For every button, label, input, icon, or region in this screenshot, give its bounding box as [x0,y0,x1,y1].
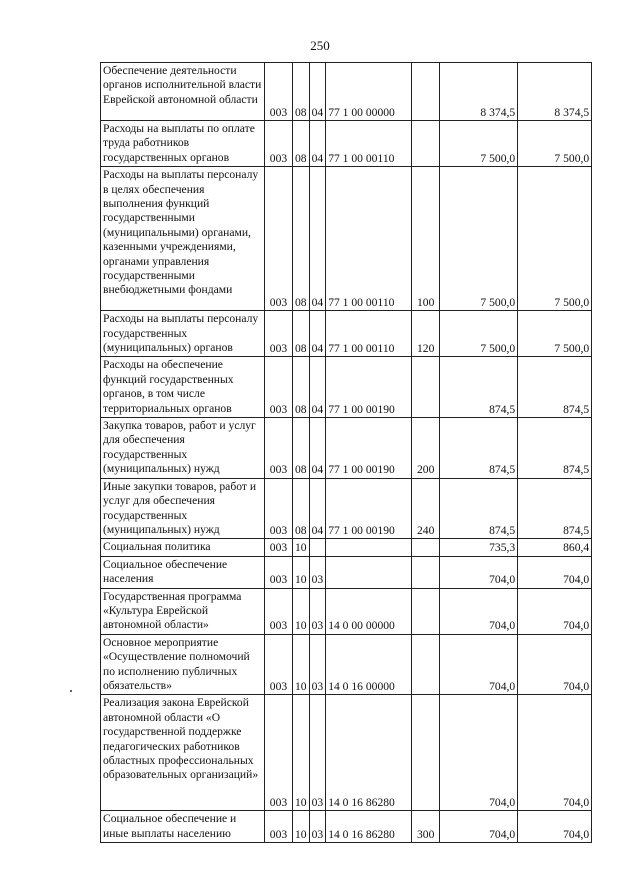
cell-admin-code: 003 [265,418,293,479]
cell-admin-code: 003 [265,63,293,121]
budget-table [100,62,592,843]
cell-amount-year-1: 874,5 [440,418,518,479]
cell-section-code: 08 [293,63,310,121]
table-row [101,167,592,311]
cell-subsection-code: 03 [309,556,326,588]
cell-amount-year-1: 704,0 [440,556,518,588]
cell-admin-code: 003 [265,556,293,588]
cell-name: Расходы на обеспечение функций государственных органов, в том числе территориальных органов [101,357,265,418]
cell-subsection-code: 04 [309,478,326,539]
cell-subsection-code: 04 [309,311,326,357]
table-row [101,811,592,843]
cell-section-code: 10 [293,634,310,695]
cell-admin-code: 003 [265,811,293,843]
cell-section-code: 08 [293,357,310,418]
cell-amount-year-1: 704,0 [440,588,518,634]
cell-target-article-code [326,556,412,588]
cell-section-code: 10 [293,539,310,556]
cell-target-article-code: 77 1 00 00110 [326,311,412,357]
cell-amount-year-2: 7 500,0 [518,121,592,167]
cell-amount-year-2: 860,4 [518,539,592,556]
table-row [101,478,592,539]
cell-admin-code: 003 [265,357,293,418]
table-row [101,695,592,811]
cell-expense-type-code: 240 [412,478,440,539]
cell-amount-year-1: 704,0 [440,695,518,811]
cell-subsection-code: 04 [309,121,326,167]
cell-expense-type-code [412,634,440,695]
cell-section-code: 10 [293,695,310,811]
cell-subsection-code: 04 [309,357,326,418]
cell-name: Основное мероприятие «Осуществление полномочий по исполнению публичных обязательств» [101,634,265,695]
cell-amount-year-2: 704,0 [518,811,592,843]
cell-name: Социальное обеспечение населения [101,556,265,588]
cell-target-article-code: 77 1 00 00000 [326,63,412,121]
cell-section-code: 08 [293,418,310,479]
cell-expense-type-code [412,539,440,556]
cell-admin-code: 003 [265,311,293,357]
cell-name: Закупка товаров, работ и услуг для обеспечения государственных (муниципальных) нужд [101,418,265,479]
cell-section-code: 08 [293,478,310,539]
cell-target-article-code: 14 0 16 00000 [326,634,412,695]
cell-subsection-code [309,539,326,556]
cell-expense-type-code [412,588,440,634]
cell-admin-code: 003 [265,167,293,311]
cell-target-article-code [326,539,412,556]
cell-section-code: 10 [293,588,310,634]
cell-amount-year-1: 8 374,5 [440,63,518,121]
cell-target-article-code: 77 1 00 00190 [326,357,412,418]
cell-amount-year-2: 704,0 [518,588,592,634]
cell-expense-type-code [412,121,440,167]
scan-speck [70,690,72,692]
cell-amount-year-2: 874,5 [518,418,592,479]
cell-target-article-code: 77 1 00 00190 [326,478,412,539]
cell-name: Расходы на выплаты персоналу в целях обеспечения выполнения функций государственными (муниципальными) органами, казенными учреждениями, органами управления государственными внебюджетными фондами [101,167,265,311]
cell-expense-type-code: 120 [412,311,440,357]
cell-amount-year-2: 7 500,0 [518,167,592,311]
cell-section-code: 08 [293,311,310,357]
table-row [101,634,592,695]
cell-target-article-code: 77 1 00 00110 [326,121,412,167]
cell-target-article-code: 77 1 00 00190 [326,418,412,479]
cell-name: Расходы на выплаты персоналу государственных (муниципальных) органов [101,311,265,357]
cell-target-article-code: 14 0 16 86280 [326,811,412,843]
cell-amount-year-1: 874,5 [440,478,518,539]
cell-section-code: 08 [293,121,310,167]
table-row [101,588,592,634]
cell-amount-year-2: 874,5 [518,478,592,539]
table-row [101,63,592,121]
cell-expense-type-code [412,357,440,418]
cell-subsection-code: 03 [309,811,326,843]
table-body [101,63,592,843]
page-number: 250 [310,38,330,53]
cell-name: Расходы на выплаты по оплате труда работников государственных органов [101,121,265,167]
cell-name: Реализация закона Еврейской автономной области «О государственной поддержке педагогических работников областных профессиональных образовательных организаций» [101,695,265,811]
cell-amount-year-2: 704,0 [518,695,592,811]
cell-admin-code: 003 [265,695,293,811]
cell-section-code: 08 [293,167,310,311]
cell-expense-type-code: 300 [412,811,440,843]
table-row [101,311,592,357]
cell-subsection-code: 04 [309,63,326,121]
cell-amount-year-2: 704,0 [518,556,592,588]
cell-subsection-code: 03 [309,695,326,811]
cell-name: Социальное обеспечение и иные выплаты населению [101,811,265,843]
cell-target-article-code: 14 0 00 00000 [326,588,412,634]
cell-target-article-code: 14 0 16 86280 [326,695,412,811]
cell-amount-year-2: 704,0 [518,634,592,695]
cell-admin-code: 003 [265,588,293,634]
cell-admin-code: 003 [265,634,293,695]
cell-admin-code: 003 [265,539,293,556]
cell-subsection-code: 03 [309,588,326,634]
cell-expense-type-code: 100 [412,167,440,311]
cell-name: Иные закупки товаров, работ и услуг для обеспечения государственных (муниципальных) нужд [101,478,265,539]
cell-amount-year-1: 7 500,0 [440,311,518,357]
table-row [101,556,592,588]
cell-expense-type-code: 200 [412,418,440,479]
cell-name: Обеспечение деятельности органов исполнительной власти Еврейской автономной области [101,63,265,121]
table-row [101,357,592,418]
cell-amount-year-1: 7 500,0 [440,167,518,311]
cell-subsection-code: 04 [309,418,326,479]
cell-name: Социальная политика [101,539,265,556]
cell-expense-type-code [412,695,440,811]
table-row [101,121,592,167]
cell-expense-type-code [412,556,440,588]
cell-target-article-code: 77 1 00 00110 [326,167,412,311]
cell-amount-year-2: 7 500,0 [518,311,592,357]
cell-amount-year-1: 704,0 [440,634,518,695]
table-row [101,418,592,479]
cell-amount-year-1: 704,0 [440,811,518,843]
cell-amount-year-2: 874,5 [518,357,592,418]
cell-amount-year-1: 874,5 [440,357,518,418]
cell-section-code: 10 [293,556,310,588]
cell-admin-code: 003 [265,121,293,167]
cell-name: Государственная программа «Культура Еврейской автономной области» [101,588,265,634]
table-row [101,539,592,556]
cell-amount-year-1: 7 500,0 [440,121,518,167]
cell-amount-year-2: 8 374,5 [518,63,592,121]
cell-admin-code: 003 [265,478,293,539]
cell-amount-year-1: 735,3 [440,539,518,556]
cell-subsection-code: 03 [309,634,326,695]
cell-section-code: 10 [293,811,310,843]
cell-subsection-code: 04 [309,167,326,311]
cell-expense-type-code [412,63,440,121]
